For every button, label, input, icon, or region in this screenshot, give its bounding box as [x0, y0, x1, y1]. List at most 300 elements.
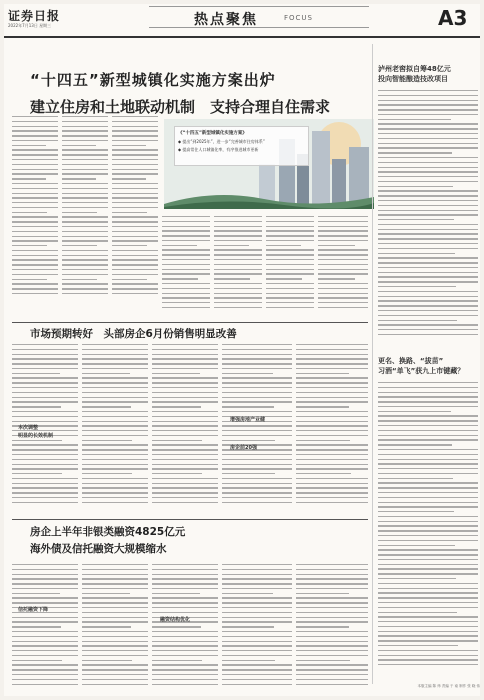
text-line	[12, 169, 58, 170]
text-line	[82, 425, 148, 426]
text-line	[296, 358, 368, 359]
text-line	[266, 235, 314, 236]
text-line	[12, 188, 58, 189]
text-line	[112, 255, 158, 256]
text-line	[222, 373, 273, 374]
text-line	[296, 497, 368, 498]
text-line	[112, 188, 158, 189]
text-line	[378, 310, 478, 311]
text-line	[378, 210, 478, 211]
text-line	[112, 126, 158, 127]
text-line	[378, 578, 456, 579]
text-line	[378, 286, 456, 287]
text-line	[222, 430, 292, 431]
text-line	[62, 279, 97, 280]
text-line	[152, 664, 218, 665]
text-line	[266, 283, 314, 284]
text-line	[296, 449, 368, 450]
text-line	[62, 145, 96, 146]
text-line	[378, 506, 478, 507]
text-line	[62, 202, 108, 203]
text-line	[296, 597, 368, 598]
text-line	[378, 645, 458, 646]
text-line	[296, 664, 368, 665]
text-line	[12, 502, 78, 503]
text-line	[12, 173, 58, 174]
text-line	[82, 440, 132, 441]
text-line	[12, 216, 58, 217]
text-line	[162, 293, 210, 294]
text-line	[12, 468, 78, 469]
text-line	[378, 401, 478, 402]
text-line	[266, 302, 314, 303]
text-line	[112, 164, 158, 165]
text-line	[378, 167, 478, 168]
text-line	[12, 684, 78, 685]
text-line	[296, 373, 349, 374]
text-line	[378, 564, 478, 565]
text-line	[112, 154, 158, 155]
text-line	[12, 245, 47, 246]
text-line	[152, 430, 218, 431]
text-line	[318, 259, 368, 260]
text-line	[296, 602, 368, 603]
text-line	[378, 535, 478, 536]
text-line	[266, 230, 314, 231]
text-line	[112, 178, 146, 179]
text-line	[222, 669, 292, 670]
text-line	[214, 307, 262, 308]
text-line	[378, 296, 478, 297]
text-line	[82, 597, 148, 598]
sidebar-headline-2	[378, 356, 478, 376]
text-line	[296, 444, 368, 445]
text-line	[378, 243, 478, 244]
text-line	[222, 344, 292, 345]
lead-headline	[30, 69, 366, 117]
text-line	[82, 588, 148, 589]
text-line	[296, 468, 368, 469]
text-line	[318, 264, 368, 265]
text-line	[12, 602, 78, 603]
text-line	[378, 147, 478, 148]
text-line	[82, 416, 148, 417]
text-line	[82, 645, 148, 646]
text-line	[162, 240, 210, 241]
text-line	[12, 283, 58, 284]
text-line	[12, 250, 58, 251]
text-line	[12, 583, 78, 584]
text-line	[162, 216, 210, 217]
text-line	[222, 492, 292, 493]
text-line	[82, 421, 148, 422]
text-line	[82, 387, 148, 388]
text-line	[152, 679, 218, 680]
story3-headline-line2: 海外债及信托融资大规模缩水	[30, 543, 167, 555]
sidebar-column-2	[378, 382, 478, 680]
text-line	[222, 411, 292, 412]
page-footer: 本版主编 陈 炜 责编 于 南 制作 张 晓 伟	[417, 684, 480, 688]
text-line	[318, 297, 368, 298]
text-line	[222, 684, 292, 685]
text-line	[214, 302, 262, 303]
story3-column-1	[12, 564, 78, 689]
text-line	[12, 564, 78, 565]
text-line	[318, 249, 368, 250]
text-line	[82, 397, 148, 398]
text-line	[112, 269, 158, 270]
text-line	[222, 607, 292, 608]
text-line	[12, 617, 78, 618]
text-line	[296, 631, 368, 632]
text-line	[12, 259, 58, 260]
story2-column-2	[82, 344, 148, 514]
text-line	[12, 473, 62, 474]
text-line	[112, 240, 158, 241]
text-line	[12, 221, 58, 222]
text-line	[296, 473, 351, 474]
text-line	[222, 406, 274, 407]
text-line	[378, 176, 478, 177]
text-line	[222, 440, 275, 441]
text-line	[62, 169, 108, 170]
text-line	[62, 264, 108, 265]
text-line	[378, 621, 478, 622]
text-line	[378, 449, 478, 450]
text-line	[296, 440, 350, 441]
text-line	[152, 564, 218, 565]
text-line	[12, 406, 61, 407]
text-line	[62, 116, 108, 117]
text-line	[112, 236, 158, 237]
text-line	[12, 178, 46, 179]
text-line	[82, 664, 148, 665]
text-line	[222, 664, 292, 665]
text-line	[296, 401, 368, 402]
text-line	[112, 169, 158, 170]
text-line	[266, 293, 314, 294]
text-line	[12, 159, 58, 160]
text-line	[12, 288, 58, 289]
text-line	[222, 435, 292, 436]
text-line	[152, 674, 218, 675]
text-line	[12, 483, 78, 484]
text-line	[214, 264, 262, 265]
text-line	[162, 269, 210, 270]
text-line	[152, 593, 200, 594]
text-line	[318, 245, 355, 246]
text-line	[12, 293, 58, 294]
text-line	[12, 487, 78, 488]
text-line	[12, 264, 58, 265]
text-line	[378, 305, 478, 306]
text-line	[222, 425, 292, 426]
story3-headline-line1: 房企上半年非银类融资4825亿元	[30, 526, 186, 538]
text-line	[152, 631, 218, 632]
text-line	[378, 573, 478, 574]
text-line	[82, 468, 148, 469]
text-line	[318, 216, 368, 217]
text-line	[12, 387, 78, 388]
text-line	[12, 269, 58, 270]
text-line	[378, 516, 478, 517]
text-line	[378, 387, 478, 388]
text-line	[222, 578, 292, 579]
text-line	[378, 190, 478, 191]
text-line	[296, 645, 368, 646]
text-line	[12, 240, 58, 241]
text-line	[82, 377, 148, 378]
text-line	[82, 430, 148, 431]
text-line	[214, 230, 262, 231]
text-line	[152, 387, 218, 388]
text-line	[12, 392, 78, 393]
text-line	[378, 162, 478, 163]
text-line	[214, 249, 262, 250]
text-line	[378, 224, 478, 225]
text-line	[222, 602, 292, 603]
text-line	[214, 288, 262, 289]
text-line	[62, 140, 108, 141]
text-line	[82, 344, 148, 345]
text-line	[12, 631, 78, 632]
text-line	[152, 650, 218, 651]
story2-column-3	[152, 344, 218, 514]
text-line	[296, 387, 368, 388]
text-line	[82, 454, 148, 455]
text-line	[378, 123, 478, 124]
text-line	[378, 219, 454, 220]
text-line	[222, 564, 292, 565]
text-line	[62, 259, 108, 260]
text-line	[82, 354, 148, 355]
text-line	[82, 401, 148, 402]
text-line	[152, 483, 218, 484]
text-line	[82, 368, 148, 369]
text-line	[378, 138, 478, 139]
text-line	[82, 578, 148, 579]
text-line	[378, 659, 478, 660]
lead-column-3	[112, 116, 158, 316]
text-line	[318, 230, 368, 231]
text-line	[296, 569, 368, 570]
text-line	[152, 641, 218, 642]
text-line	[12, 121, 58, 122]
subhead-1: 本次调整	[18, 425, 39, 431]
text-line	[378, 616, 478, 617]
text-line	[152, 435, 218, 436]
newspaper-page	[4, 4, 480, 696]
text-line	[222, 454, 292, 455]
text-line	[266, 288, 314, 289]
text-line	[12, 193, 58, 194]
text-line	[112, 193, 158, 194]
text-line	[378, 119, 451, 120]
text-line	[266, 264, 314, 265]
text-line	[222, 382, 292, 383]
text-line	[152, 660, 202, 661]
sidebar-headline-2-line1: 更名、换路、“拔苗”	[378, 357, 444, 365]
text-line	[82, 617, 148, 618]
text-line	[378, 248, 478, 249]
text-line	[152, 602, 218, 603]
subhead-6: 信托融资下降	[18, 607, 49, 613]
text-line	[12, 377, 78, 378]
text-line	[62, 283, 108, 284]
text-line	[152, 607, 218, 608]
text-line	[112, 159, 158, 160]
text-line	[152, 344, 218, 345]
text-line	[12, 126, 58, 127]
text-line	[152, 382, 218, 383]
text-line	[378, 468, 478, 469]
text-line	[222, 487, 292, 488]
text-line	[62, 212, 97, 213]
text-line	[378, 104, 478, 105]
text-line	[162, 226, 210, 227]
text-line	[378, 559, 478, 560]
text-line	[12, 641, 78, 642]
text-line	[112, 221, 158, 222]
text-line	[12, 140, 58, 141]
text-line	[112, 250, 158, 251]
text-line	[62, 269, 108, 270]
story3-column-2	[82, 564, 148, 689]
text-line	[12, 664, 78, 665]
text-line	[62, 178, 96, 179]
text-line	[12, 149, 58, 150]
text-line	[378, 233, 478, 234]
text-line	[112, 283, 158, 284]
text-line	[378, 200, 478, 201]
text-line	[378, 588, 478, 589]
text-line	[12, 135, 58, 136]
text-line	[12, 130, 58, 131]
text-line	[296, 406, 349, 407]
text-line	[62, 240, 108, 241]
text-line	[82, 449, 148, 450]
text-line	[296, 368, 368, 369]
callout-item-2: ◆ 提高常住人口城镇化率，有序推进城市更新	[178, 147, 259, 152]
text-line	[266, 245, 301, 246]
text-line	[62, 164, 108, 165]
text-line	[12, 464, 78, 465]
text-line	[12, 401, 78, 402]
text-line	[12, 397, 78, 398]
text-line	[62, 130, 108, 131]
text-line	[296, 411, 368, 412]
text-line	[378, 597, 478, 598]
text-line	[82, 382, 148, 383]
text-line	[62, 216, 108, 217]
text-line	[162, 278, 198, 279]
text-line	[378, 205, 478, 206]
text-line	[12, 368, 78, 369]
text-line	[82, 679, 148, 680]
text-line	[318, 302, 368, 303]
text-line	[82, 406, 131, 407]
text-line	[378, 497, 478, 498]
text-line	[82, 444, 148, 445]
text-line	[12, 650, 78, 651]
text-line	[222, 641, 292, 642]
text-line	[152, 636, 218, 637]
text-line	[152, 612, 218, 613]
sidebar-headline-2-line2: 习酒“单飞”获九上市键藏？	[378, 367, 465, 375]
text-line	[214, 216, 262, 217]
text-line	[222, 349, 292, 350]
text-line	[112, 259, 158, 260]
text-line	[378, 473, 478, 474]
text-line	[152, 373, 200, 374]
text-line	[378, 143, 478, 144]
text-line	[12, 478, 78, 479]
text-line	[12, 660, 62, 661]
text-line	[152, 354, 218, 355]
text-line	[12, 183, 58, 184]
text-line	[296, 487, 368, 488]
text-line	[82, 607, 148, 608]
text-line	[222, 497, 292, 498]
text-line	[162, 259, 210, 260]
text-line	[152, 669, 218, 670]
text-line	[378, 396, 478, 397]
text-line	[62, 183, 108, 184]
text-line	[214, 259, 262, 260]
subhead-4: 房企前20强	[230, 445, 257, 451]
text-line	[12, 207, 58, 208]
text-line	[222, 574, 292, 575]
sidebar-headline-1-line2: 投向智能酿造技改项目	[378, 75, 448, 83]
text-line	[378, 411, 451, 412]
story2-headline: 市场预期转好 头部房企6月份销售明显改善	[30, 328, 237, 340]
text-line	[378, 128, 478, 129]
text-line	[152, 583, 218, 584]
text-line	[296, 382, 368, 383]
text-line	[378, 90, 478, 91]
text-line	[296, 344, 368, 345]
text-line	[112, 135, 158, 136]
text-line	[378, 100, 478, 101]
text-line	[152, 368, 218, 369]
lead-column-2	[62, 116, 108, 316]
text-line	[378, 195, 478, 196]
text-line	[12, 655, 78, 656]
text-line	[318, 273, 368, 274]
text-line	[152, 363, 218, 364]
text-line	[378, 568, 478, 569]
text-line	[152, 684, 218, 685]
text-line	[12, 236, 58, 237]
text-line	[12, 274, 58, 275]
text-line	[378, 171, 478, 172]
text-line	[62, 236, 108, 237]
text-line	[12, 588, 78, 589]
text-line	[378, 650, 478, 651]
text-line	[162, 307, 210, 308]
text-line	[222, 387, 292, 388]
text-line	[318, 283, 368, 284]
text-line	[162, 221, 210, 222]
lead-column-1	[12, 116, 58, 316]
text-line	[378, 635, 478, 636]
text-line	[296, 478, 368, 479]
text-line	[152, 440, 202, 441]
text-line	[12, 626, 61, 627]
story-divider-1	[12, 322, 368, 323]
text-line	[62, 245, 97, 246]
text-line	[266, 254, 314, 255]
